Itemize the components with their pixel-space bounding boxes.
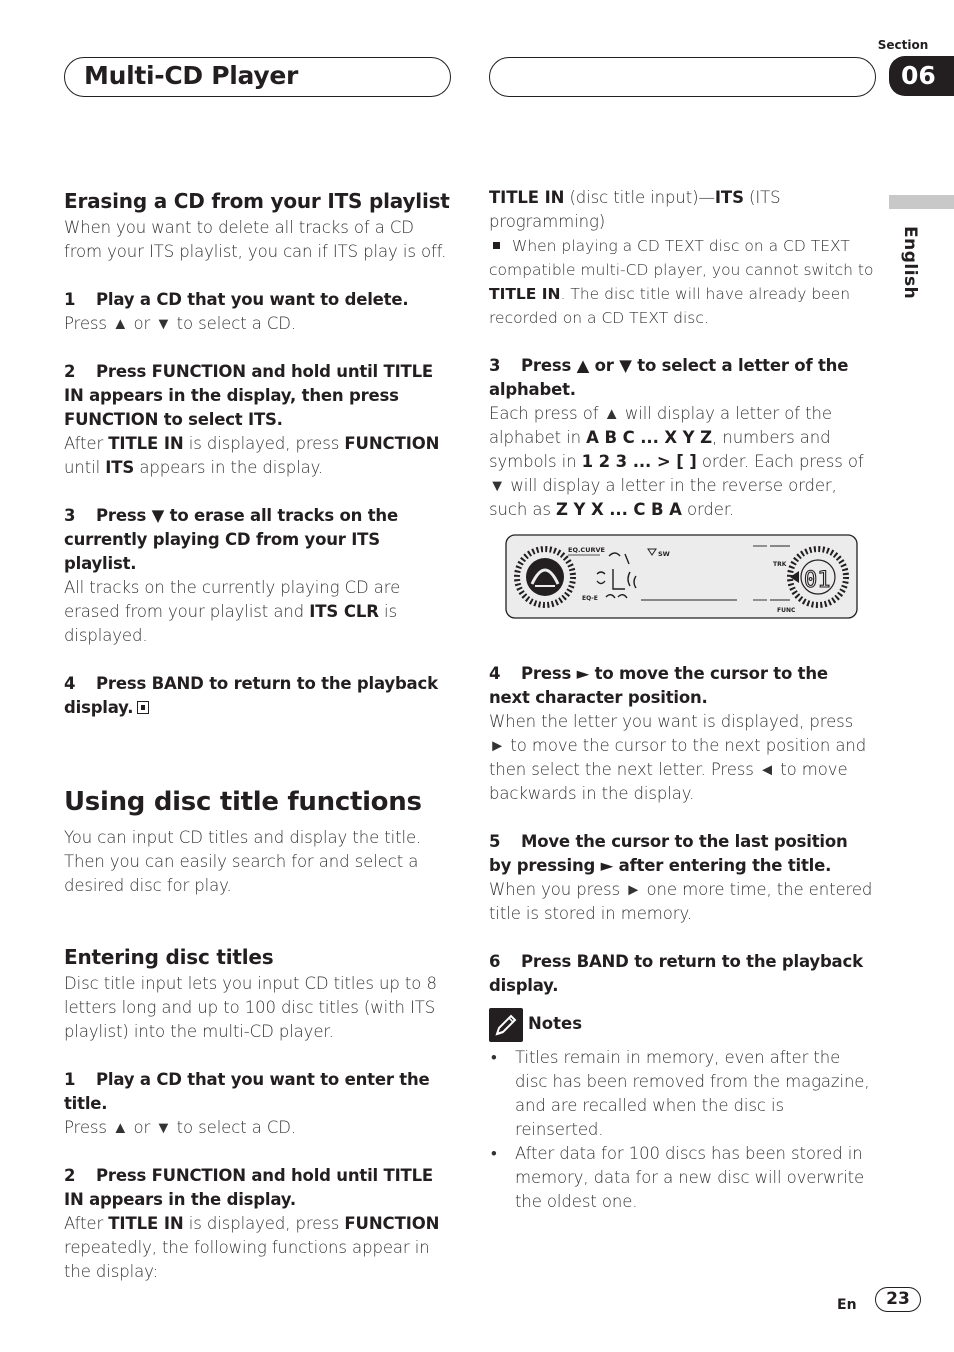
entering-intro: Disc title input lets you input CD titles up to 8 letters long and up to 100 disc titles (with ITS playlist) into the multi-CD player.: [64, 974, 437, 1041]
header-blank-frame: [489, 57, 876, 97]
entering-step-1-body: Press ▲ or ▼ to select a CD.: [64, 1118, 297, 1137]
lcd-disc-digits: 01: [804, 568, 831, 593]
entering-step-3-body: Each press of ▲ will display a letter of the alphabet in A B C ... X Y Z, numbers and symbols in 1 2 3 ... > [ ] order. Each press of ▼ will display a letter in the reverse order, such as Z Y X ... C B A order.: [489, 404, 864, 519]
erase-step-1-body: Press ▲ or ▼ to select a CD.: [64, 314, 297, 333]
lcd-eq-curve-label: EQ.CURVE: [568, 546, 605, 554]
lcd-trk-label: TRK: [773, 561, 787, 568]
pencil-note-icon: [489, 1008, 523, 1042]
function-sequence: TITLE IN (disc title input)—ITS (ITS programming): [489, 188, 781, 231]
entering-step-4: 4 Press ► to move the cursor to the next character position.: [489, 664, 828, 707]
erase-heading: Erasing a CD from your ITS playlist: [64, 189, 450, 213]
entering-step-2: 2 Press FUNCTION and hold until TITLE IN appears in the display.: [64, 1166, 433, 1209]
erase-step-2: 2 Press FUNCTION and hold until TITLE IN appears in the display, then press FUNCTION to select ITS.: [64, 362, 433, 429]
entering-heading: Entering disc titles: [64, 945, 274, 969]
section-label: Section: [877, 38, 929, 52]
erase-step-3-body: All tracks on the currently playing CD are erased from your playlist and ITS CLR is displayed.: [64, 578, 401, 645]
lcd-sw-label: SW: [658, 550, 670, 558]
entering-step-6: 6 Press BAND to return to the playback display.: [489, 952, 863, 995]
erase-step-2-body: After TITLE IN is displayed, press FUNCTION until ITS appears in the display.: [64, 434, 440, 477]
page-title: Multi-CD Player: [84, 61, 299, 90]
left-column: [64, 186, 452, 1284]
entering-step-3: 3 Press ▲ or ▼ to select a letter of the alphabet.: [489, 356, 849, 399]
note-item: • After data for 100 discs has been stored in memory, data for a new disc will overwrite the oldest one.: [489, 1142, 874, 1214]
lcd-display-illustration: [505, 534, 858, 619]
page-number: 23: [875, 1287, 921, 1312]
note-item: • Titles remain in memory, even after the disc has been removed from the magazine, and are recalled when the disc is reinserted.: [489, 1046, 874, 1142]
lcd-display-svg: [505, 534, 858, 619]
notes-label: Notes: [528, 1014, 583, 1033]
cd-text-note: When playing a CD TEXT disc on a CD TEXT compatible multi-CD player, you cannot switch to TITLE IN. The disc title will have already been recorded on a CD TEXT disc.: [489, 237, 874, 327]
entering-step-5-body: When you press ► one more time, the entered title is stored in memory.: [489, 880, 873, 923]
side-tab-bar: [889, 195, 954, 209]
using-intro: You can input CD titles and display the title. Then you can easily search for and select a desired disc for play.: [64, 828, 422, 895]
bullet-square-icon: [493, 242, 500, 249]
footer-language: En: [837, 1297, 857, 1313]
erase-intro: When you want to delete all tracks of a CD from your ITS playlist, you can if ITS play is off.: [64, 218, 447, 261]
side-language-label: English: [900, 226, 920, 300]
entering-step-2-body: After TITLE IN is displayed, press FUNCTION repeatedly, the following functions appear in the display:: [64, 1214, 440, 1281]
section-number: 06: [889, 56, 954, 96]
entering-step-4-body: When the letter you want is displayed, press ► to move the cursor to the next position and then select the next letter. Press ◄ to move backwards in the display.: [489, 712, 867, 803]
end-mark-icon: [137, 701, 149, 714]
entering-step-5: 5 Move the cursor to the last position by pressing ► after entering the title.: [489, 832, 848, 875]
lcd-func-label: FUNC: [777, 607, 796, 614]
notes-list: [489, 1046, 874, 1214]
using-heading: Using disc title functions: [64, 787, 422, 817]
entering-step-1: 1 Play a CD that you want to enter the title.: [64, 1070, 430, 1113]
erase-step-4: 4 Press BAND to return to the playback display.: [64, 674, 438, 717]
erase-step-3: 3 Press ▼ to erase all tracks on the currently playing CD from your ITS playlist.: [64, 506, 398, 573]
lcd-eq-e-label: EQ-E: [582, 595, 598, 602]
erase-step-1: 1 Play a CD that you want to delete.: [64, 290, 409, 309]
